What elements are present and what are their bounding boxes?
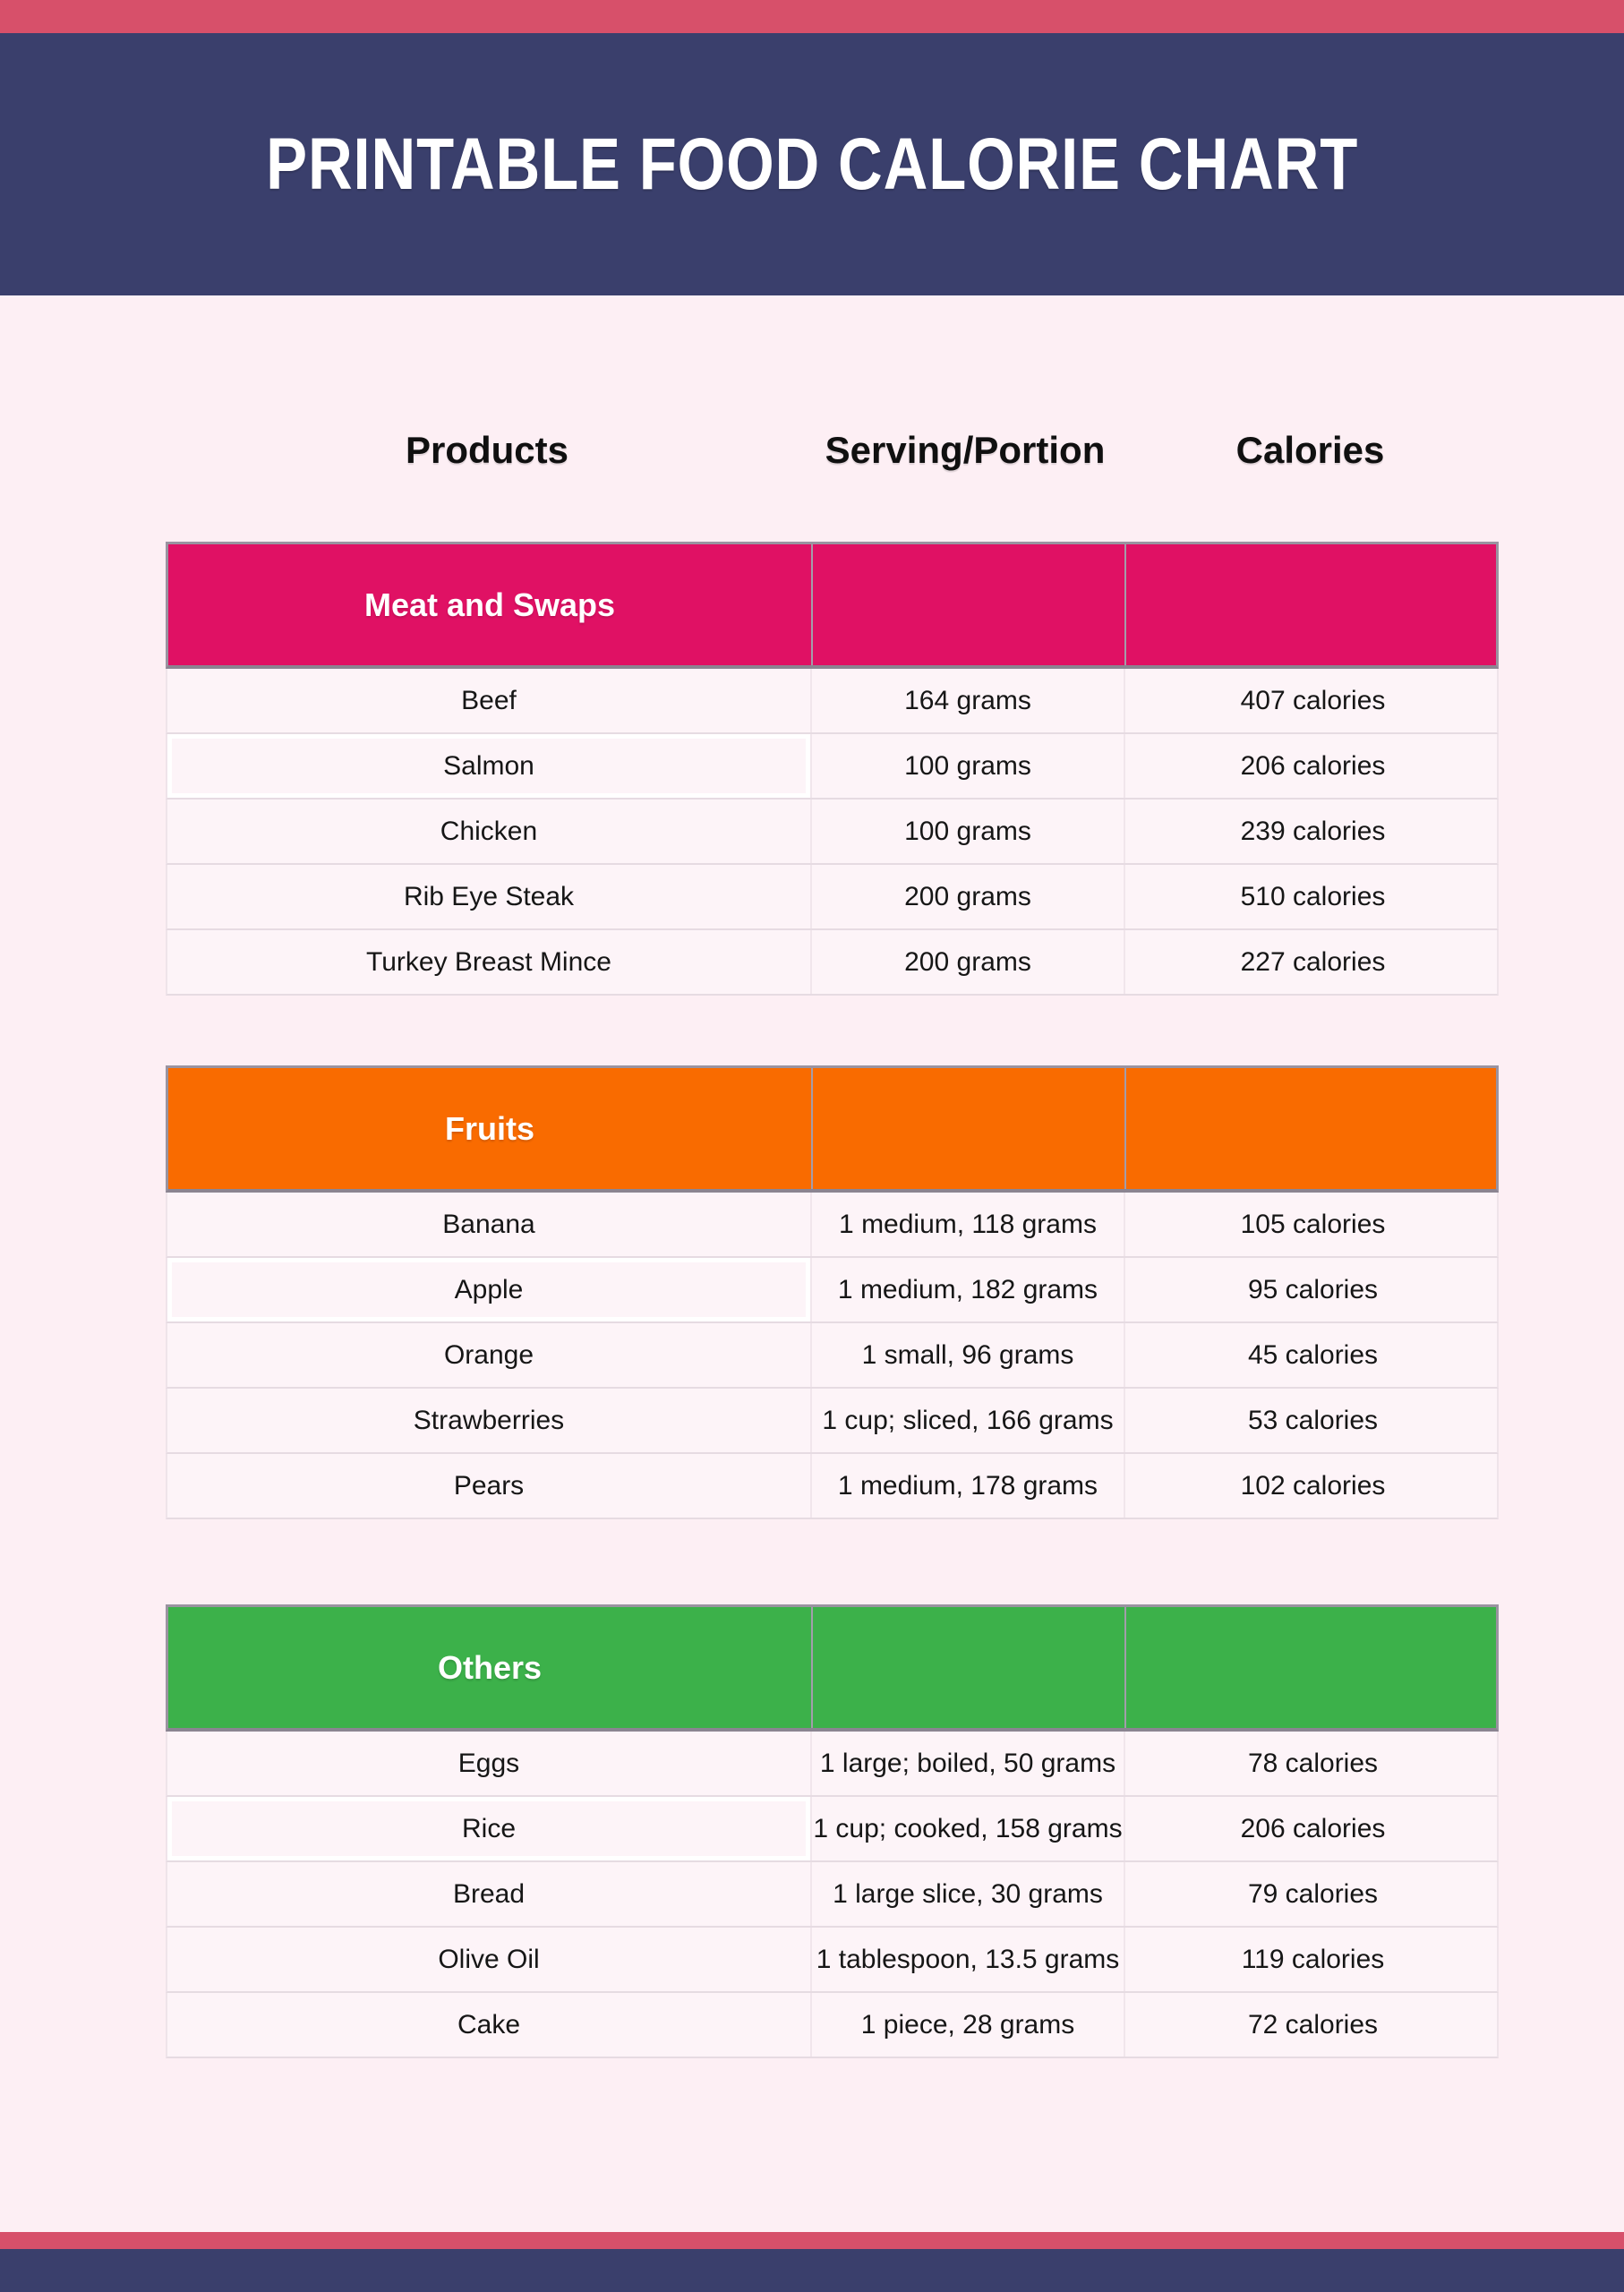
column-labels [166,421,1499,479]
product-cell: Rice [167,1797,810,1860]
section-header-cell [1124,544,1501,665]
calories-cell: 105 calories [1124,1193,1500,1256]
serving-cell: 200 grams [810,865,1124,928]
table-row [166,865,1499,930]
product-cell: Beef [461,685,517,715]
section-header-cell [168,544,811,665]
table-row [166,1797,1499,1862]
serving-cell: 100 grams [810,734,1124,798]
product-cell: Turkey Breast Mince [366,946,611,977]
table-row [166,1862,1499,1928]
product-cell: Chicken [440,816,538,846]
section-header-cell [1124,1607,1501,1728]
serving-cell: 1 tablespoon, 13.5 grams [810,1928,1124,1991]
product-cell: Bread [452,1878,526,1909]
serving-cell: 1 medium, 178 grams [810,1454,1124,1518]
table-row [166,1389,1499,1454]
calories-cell: 119 calories [1124,1928,1500,1991]
serving-cell: 1 piece, 28 grams [810,1993,1124,2057]
serving-cell: 1 cup; cooked, 158 grams [810,1797,1124,1860]
table-row [166,1928,1499,1993]
table-row [166,669,1499,734]
page-title: PRINTABLE FOOD CALORIE CHART [266,123,1358,205]
section-header-others [166,1604,1499,1732]
table-row [166,1323,1499,1389]
top-accent-bar [0,0,1624,33]
product-cell: Salmon [167,734,810,798]
calories-cell: 72 calories [1124,1993,1500,2057]
column-label-serving: Serving/Portion [825,428,1106,471]
section-title: Fruits [444,1109,534,1147]
footer-accent-bar [0,2232,1624,2249]
table-row [166,1732,1499,1797]
table-others [166,1604,1499,2058]
product-cell: Pears [453,1470,525,1501]
section-header-cell [811,544,1124,665]
product-cell: Eggs [457,1748,520,1778]
serving-cell: 1 large slice, 30 grams [810,1862,1124,1926]
calories-cell: 206 calories [1124,734,1500,798]
content [0,295,1624,2232]
section-header-cell [811,1068,1124,1189]
serving-cell: 200 grams [810,930,1124,994]
serving-cell: 1 medium, 118 grams [810,1193,1124,1256]
section-header-cell [168,1607,811,1728]
serving-cell: 1 small, 96 grams [810,1323,1124,1387]
calories-cell: 206 calories [1124,1797,1500,1860]
serving-cell: 164 grams [810,669,1124,732]
table-row [166,930,1499,996]
product-cell: Strawberries [413,1405,565,1435]
table-row [166,1993,1499,2058]
column-label-products: Products [405,428,569,471]
footer-bar [0,2249,1624,2292]
table-row [166,734,1499,800]
calories-cell: 53 calories [1124,1389,1500,1452]
serving-cell: 1 large; boiled, 50 grams [810,1732,1124,1795]
section-header-meat [166,542,1499,669]
product-cell: Cake [457,2009,521,2040]
table-row [166,1258,1499,1323]
calories-cell: 239 calories [1124,800,1500,863]
serving-cell: 100 grams [810,800,1124,863]
section-title: Others [437,1648,543,1686]
calories-cell: 510 calories [1124,865,1500,928]
title-banner [0,33,1624,295]
product-cell: Banana [442,1209,535,1239]
calories-cell: 45 calories [1124,1323,1500,1387]
calories-cell: 79 calories [1124,1862,1500,1926]
product-cell: Orange [443,1339,534,1370]
product-cell: Apple [167,1258,810,1321]
serving-cell: 1 cup; sliced, 166 grams [810,1389,1124,1452]
table-meat-and-swaps [166,542,1499,996]
section-header-fruits [166,1065,1499,1193]
calories-cell: 95 calories [1124,1258,1500,1321]
table-row [166,1454,1499,1519]
product-cell: Olive Oil [438,1944,540,1974]
section-header-cell [1124,1068,1501,1189]
calories-cell: 102 calories [1124,1454,1500,1518]
section-title: Meat and Swaps [363,586,616,623]
calories-cell: 227 calories [1124,930,1500,994]
product-cell: Rib Eye Steak [403,881,575,911]
calories-cell: 407 calories [1124,669,1500,732]
calories-cell: 78 calories [1124,1732,1500,1795]
section-header-cell [168,1068,811,1189]
column-label-calories: Calories [1235,428,1385,471]
serving-cell: 1 medium, 182 grams [810,1258,1124,1321]
section-header-cell [811,1607,1124,1728]
table-row [166,800,1499,865]
table-fruits [166,1065,1499,1519]
table-row [166,1193,1499,1258]
